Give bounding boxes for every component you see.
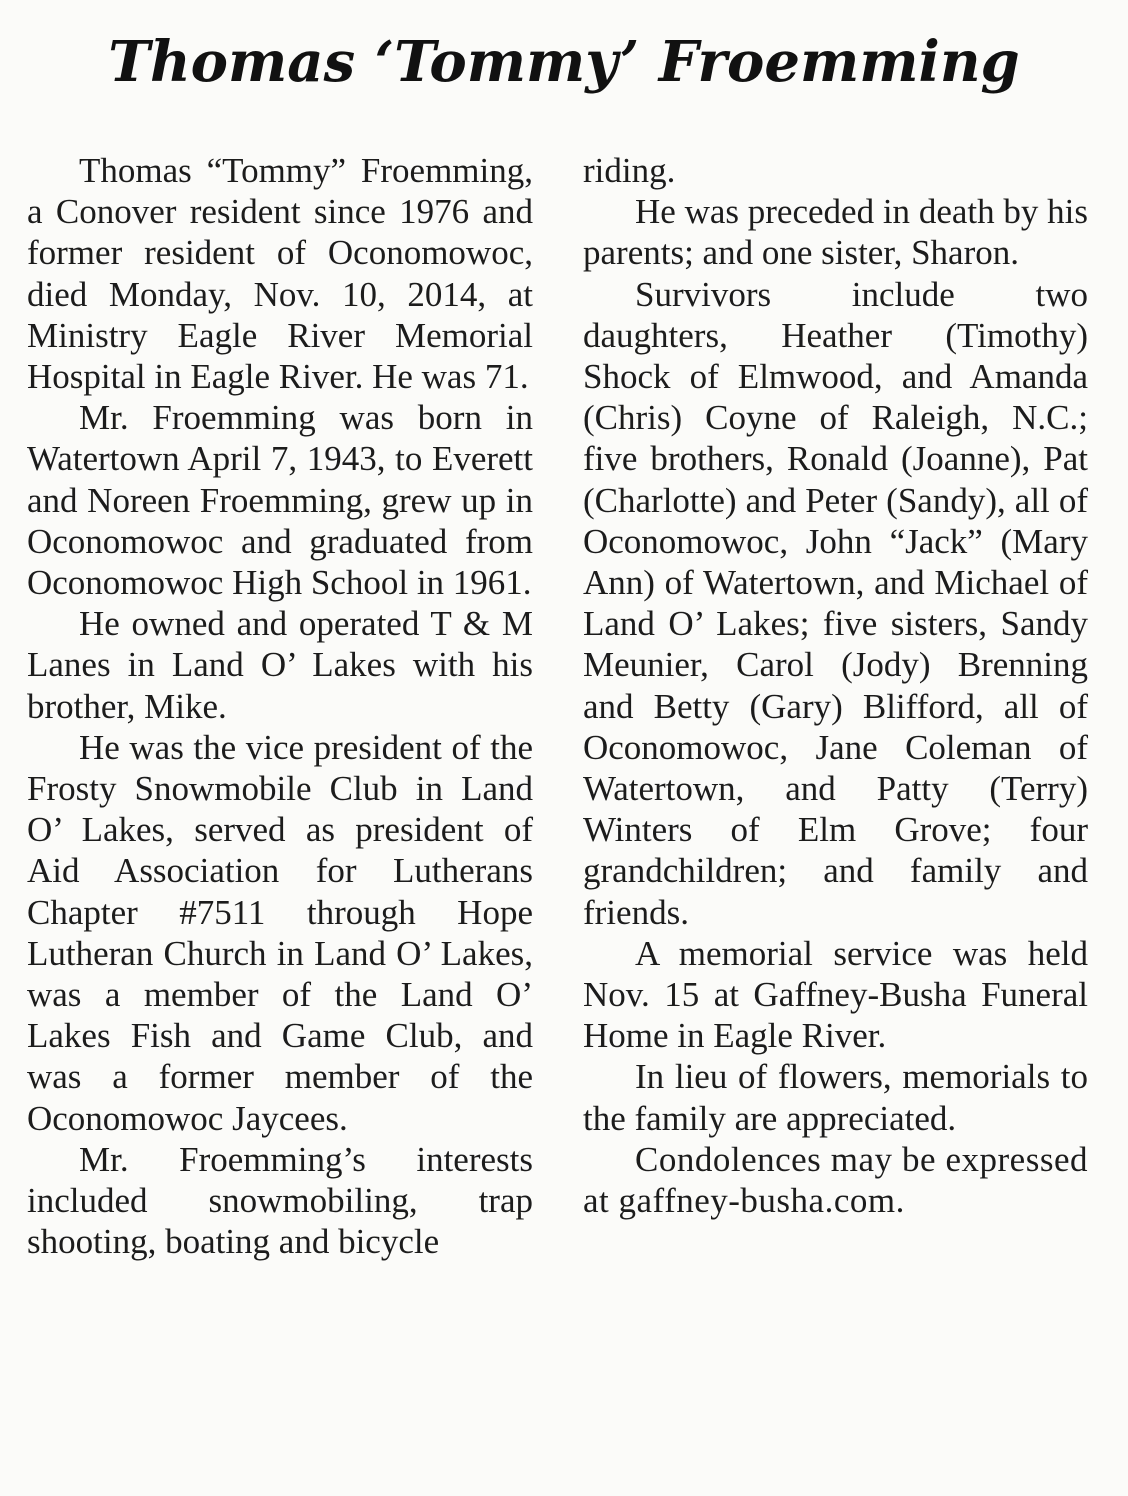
paragraph-memorials: In lieu of flowers, memorials to the family are appreciated. [583, 1057, 1088, 1138]
paragraph-business: He owned and operated T & M Lanes in Land O’ Lakes with his brother, Mike. [27, 604, 533, 726]
left-column [27, 150, 533, 1262]
paragraph-interests: Mr. Froemming’s interests included snowmobiling, trap shooting, boating and bicycle [27, 1139, 533, 1262]
obituary-headline: Thomas ‘Tommy’ Froemming [108, 29, 1020, 95]
right-column [583, 150, 1088, 1221]
paragraph-interests-continued: riding. [583, 151, 676, 190]
paragraph-survivors: Survivors include two daughters, Heather (Timothy) Shock of Elmwood, and Amanda (Chris) Coyne of Raleigh, N.C.; five brothers, Ronald (Joanne), Pat (Charlotte) and Peter (Sandy), all of Oconomowoc, John “Jack” (Mary Ann) of Watertown, and Michael of Land O’ Lakes; five sisters, Sandy Meunier, Carol (Jody) Brenning and Betty (Gary) Blifford, all of Oconomowoc, Jane Coleman of Watertown, and Patty (Terry) Winters of Elm Grove; four grandchildren; and family and friends. [583, 274, 1088, 932]
paragraph-birth: Mr. Froemming was born in Watertown April 7, 1943, to Everett and Noreen Froemming, grew up in Oconomowoc and graduated from Oconomowoc High School in 1961. [27, 398, 533, 603]
paragraph-condolences: Condolences may be expressed at gaffney-busha.com. [583, 1139, 1088, 1221]
paragraph-death-notice: Thomas “Tommy” Froemming, a Conover resident since 1976 and former resident of Oconomowoc, died Monday, Nov. 10, 2014, at Ministry Eagle River Memorial Hospital in Eagle River. He was 71. [27, 151, 533, 397]
paragraph-memberships: He was the vice president of the Frosty Snowmobile Club in Land O’ Lakes, served as president of Aid Association for Lutherans Chapter #7511 through Hope Lutheran Church in Land O’ Lakes, was a member of the Land O’ Lakes Fish and Game Club, and was a former member of the Oconomowoc Jaycees. [27, 727, 533, 1138]
paragraph-memorial-service: A memorial service was held Nov. 15 at Gaffney-Busha Funeral Home in Eagle River. [583, 933, 1088, 1056]
paragraph-preceded: He was preceded in death by his parents; and one sister, Sharon. [583, 192, 1088, 273]
